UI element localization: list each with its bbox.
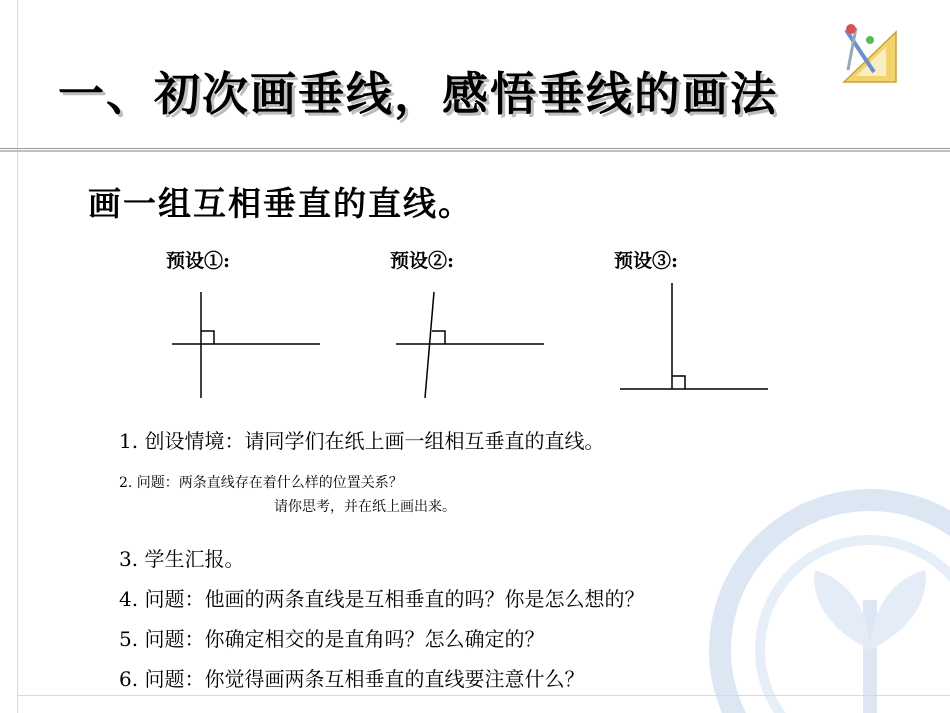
step-1: 1. 创设情境：请同学们在纸上画一组相互垂直的直线。 [119, 429, 605, 453]
preset-1-label: 预设①: [166, 250, 231, 272]
subtitle: 画一组互相垂直的直线。 [88, 184, 473, 223]
preset-2-label: 预设②: [390, 250, 455, 272]
step-2-continued: 请你思考，并在纸上画出来。 [274, 499, 456, 515]
step-6: 6. 问题：你觉得画两条互相垂直的直线要注意什么？ [119, 667, 585, 691]
diagram-preset-1 [172, 292, 320, 398]
step-4: 4. 问题：他画的两条直线是互相垂直的吗？你是怎么想的？ [119, 587, 645, 611]
preset-3-label: 预设③: [614, 250, 679, 272]
diagram-preset-3 [620, 283, 768, 389]
page-title: 一、初次画垂线，感悟垂线的画法 [58, 67, 778, 121]
step-2: 2. 问题：两条直线存在着什么样的位置关系？ [119, 475, 403, 491]
step-3: 3. 学生汇报。 [119, 547, 245, 571]
diagram-preset-2 [396, 292, 544, 398]
step-5: 5. 问题：你确定相交的是直角吗？怎么确定的？ [119, 627, 545, 651]
